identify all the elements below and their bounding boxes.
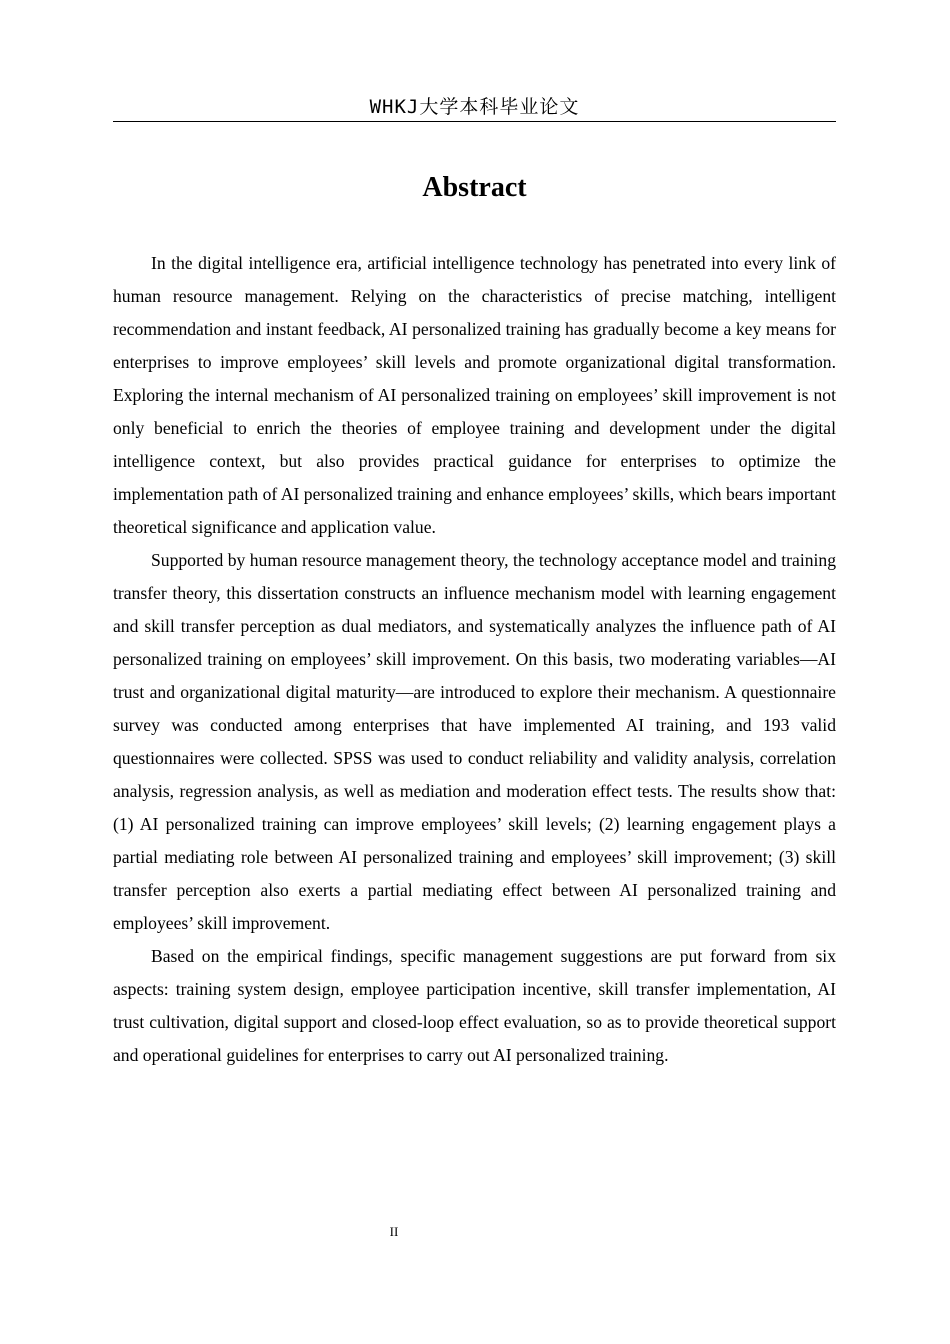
header-university-code: WHKJ [369, 96, 420, 118]
header-rule [113, 121, 836, 122]
abstract-body [113, 247, 836, 1072]
page-number: II [389, 1224, 399, 1239]
abstract-title: Abstract [422, 172, 527, 203]
running-header [113, 94, 836, 120]
abstract-paragraph-1: In the digital intelligence era, artificial intelligence technology has penetrated into every link of human resource management. Relying on the characteristics of precise matching, intelligent recommendation and instant feedback, AI personalized training has gradually become a key means for enterprises to improve employees’ skill levels and promote organizational digital transformation. Exploring the internal mechanism of AI personalized training on employees’ skill improvement is not only beneficial to enrich the theories of employee training and development under the digital intelligence context, but also provides practical guidance for enterprises to optimize the implementation path of AI personalized training and enhance employees’ skills, which bears important theoretical significance and application value. [113, 253, 836, 537]
header-thesis-label: 大学本科毕业论文 [419, 96, 580, 118]
abstract-paragraph-2: Supported by human resource management theory, the technology acceptance model and training transfer theory, this dissertation constructs an influence mechanism model with learning engagement and skill transfer perception as dual mediators, and systematically analyzes the influence path of AI personalized training on employees’ skill improvement. On this basis, two moderating variables—AI trust and organizational digital maturity—are introduced to explore their mechanism. A questionnaire survey was conducted among enterprises that have implemented AI training, and 193 valid questionnaires were collected. SPSS was used to conduct reliability and validity analysis, correlation analysis, regression analysis, as well as mediation and moderation effect tests. The results show that: (1) AI personalized training can improve employees’ skill levels; (2) learning engagement plays a partial mediating role between AI personalized training and employees’ skill improvement; (3) skill transfer perception also exerts a partial mediating effect between AI personalized training and employees’ skill improvement. [113, 550, 836, 933]
abstract-paragraph-3: Based on the empirical findings, specific management suggestions are put forward from six aspects: training system design, employee participation incentive, skill transfer implementation, AI trust cultivation, digital support and closed-loop effect evaluation, so as to provide theoretical support and operational guidelines for enterprises to carry out AI personalized training. [113, 946, 836, 1065]
